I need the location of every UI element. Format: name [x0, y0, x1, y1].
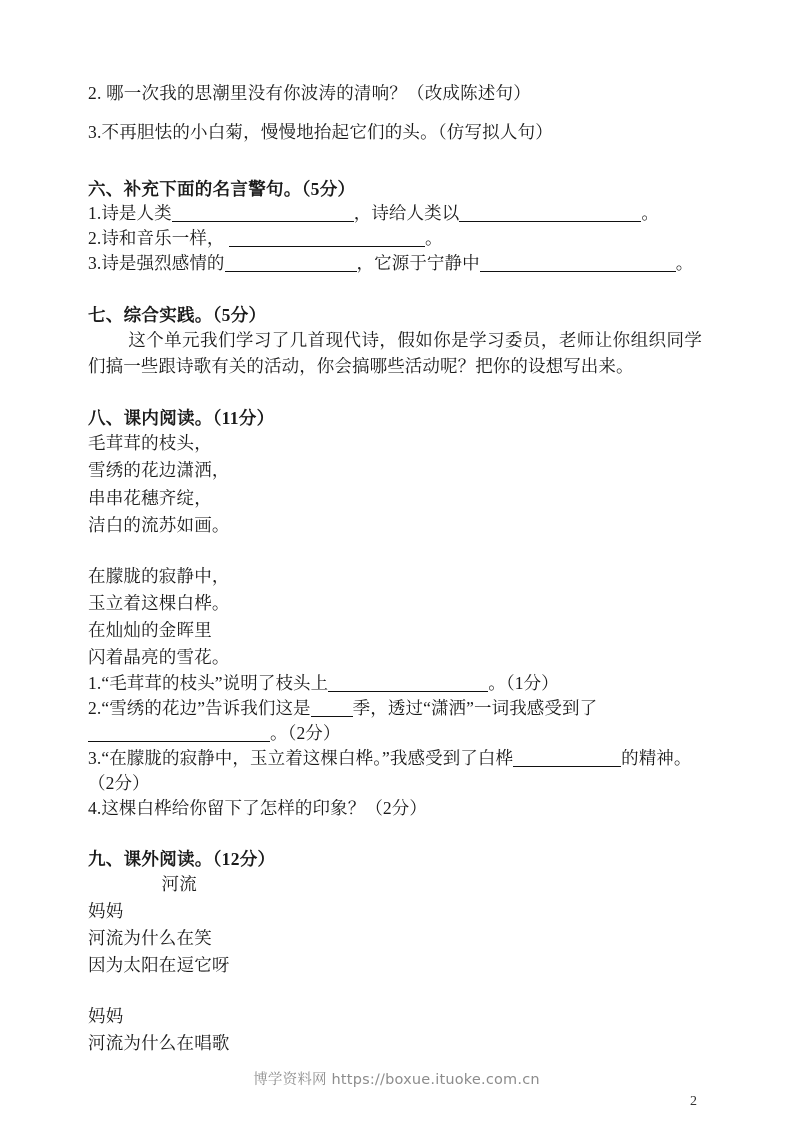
- blank-field[interactable]: [513, 749, 621, 767]
- stanza-separator: [88, 539, 702, 563]
- item-number: 3.: [88, 252, 102, 273]
- section-six-item-1: [88, 201, 702, 226]
- section-six-item-3: [88, 251, 702, 276]
- reading-poem-title: 河流: [161, 874, 197, 895]
- item-text-c: 。: [675, 252, 694, 273]
- section-six-heading: 六、补充下面的名言警句。（5分）: [88, 179, 356, 200]
- item-number: 2.: [88, 228, 102, 249]
- section-eight-question-1: [88, 671, 702, 696]
- poem-line: 河流为什么在唱歌: [88, 1033, 230, 1054]
- poem-line: 在灿灿的金晖里: [88, 620, 212, 641]
- section-seven: [88, 302, 702, 380]
- question-text-a: 3.“在朦胧的寂静中，玉立着这棵白桦。”我感受到了白桦: [88, 747, 514, 768]
- item-text-c: 。: [641, 203, 659, 224]
- poem-line: 妈妈: [88, 900, 124, 921]
- question-text-c: 。（2分）: [270, 722, 341, 743]
- poem-line: 玉立着这棵白桦。: [88, 592, 230, 613]
- question-text-a: 2.“雪绣的花边”告诉我们这是: [88, 698, 311, 719]
- blank-field[interactable]: [88, 724, 270, 742]
- section-six-item-2: [88, 226, 702, 251]
- poem-line: 洁白的流苏如画。: [88, 514, 230, 535]
- item-text-b: ，诗给人类以: [353, 203, 460, 224]
- blank-field[interactable]: [229, 229, 425, 247]
- page-number: 2: [690, 1094, 697, 1109]
- poem-line: 毛茸茸的枝头，: [88, 433, 212, 454]
- blank-field[interactable]: [459, 205, 641, 223]
- blank-field[interactable]: [311, 700, 353, 718]
- question-text-b: 的精神。（2分）: [88, 747, 692, 793]
- section-nine: [88, 846, 702, 1057]
- item-text-a: 诗和音乐一样，: [101, 228, 225, 249]
- item-number: 1.: [88, 203, 102, 224]
- poem-line: 妈妈: [88, 1005, 124, 1026]
- section-eight-question-2: [88, 696, 702, 746]
- question-text-b: 。（1分）: [488, 673, 559, 694]
- page-content: [88, 80, 702, 1057]
- section-eight-question-3: [88, 746, 702, 796]
- question-text-a: 1.“毛茸茸的枝头”说明了枝头上: [88, 673, 329, 694]
- section-eight-question-4: 4.这棵白桦给你留下了怎样的印象？（2分）: [88, 797, 427, 818]
- poem-line: 串串花穗齐绽，: [88, 487, 212, 508]
- blank-field[interactable]: [480, 254, 676, 272]
- site-watermark: 博学资料网 https://boxue.ituoke.com.cn: [253, 1072, 540, 1088]
- poem-line: 因为太阳在逗它呀: [88, 954, 230, 975]
- item-text-c: 。: [425, 228, 443, 249]
- stanza-separator: [88, 979, 702, 1003]
- section-seven-body: 这个单元我们学习了几首现代诗，假如你是学习委员，老师让你组织同学们搞一些跟诗歌有关的活动，你会搞哪些活动呢？把你的设想写出来。: [88, 329, 702, 377]
- section-seven-heading: 七、综合实践。（5分）: [88, 304, 267, 325]
- blank-field[interactable]: [328, 675, 488, 693]
- question-text-b: 季，透过“潇洒”一词我感受到了: [352, 698, 598, 719]
- section-eight: [88, 405, 702, 820]
- carryover-question-3: 3.不再胆怯的小白菊，慢慢地抬起它们的头。（仿写拟人句）: [88, 122, 553, 143]
- section-nine-heading: 九、课外阅读。（12分）: [88, 849, 276, 870]
- section-six: [88, 176, 702, 276]
- item-text-b: ，它源于宁静中: [356, 252, 480, 273]
- poem-line: 在朦胧的寂静中，: [88, 565, 230, 586]
- section-eight-heading: 八、课内阅读。（11分）: [88, 408, 275, 429]
- blank-field[interactable]: [225, 254, 357, 272]
- poem-line: 闪着晶亮的雪花。: [88, 647, 230, 668]
- poem-line: 河流为什么在笑: [88, 927, 212, 948]
- blank-field[interactable]: [172, 205, 354, 223]
- carryover-question-2: 2. 哪一次我的思潮里没有你波涛的清响？（改成陈述句）: [88, 83, 531, 103]
- poem-line: 雪绣的花边潇洒，: [88, 460, 230, 481]
- item-text-a: 诗是人类: [101, 203, 172, 224]
- item-text-a: 诗是强烈感情的: [101, 252, 225, 273]
